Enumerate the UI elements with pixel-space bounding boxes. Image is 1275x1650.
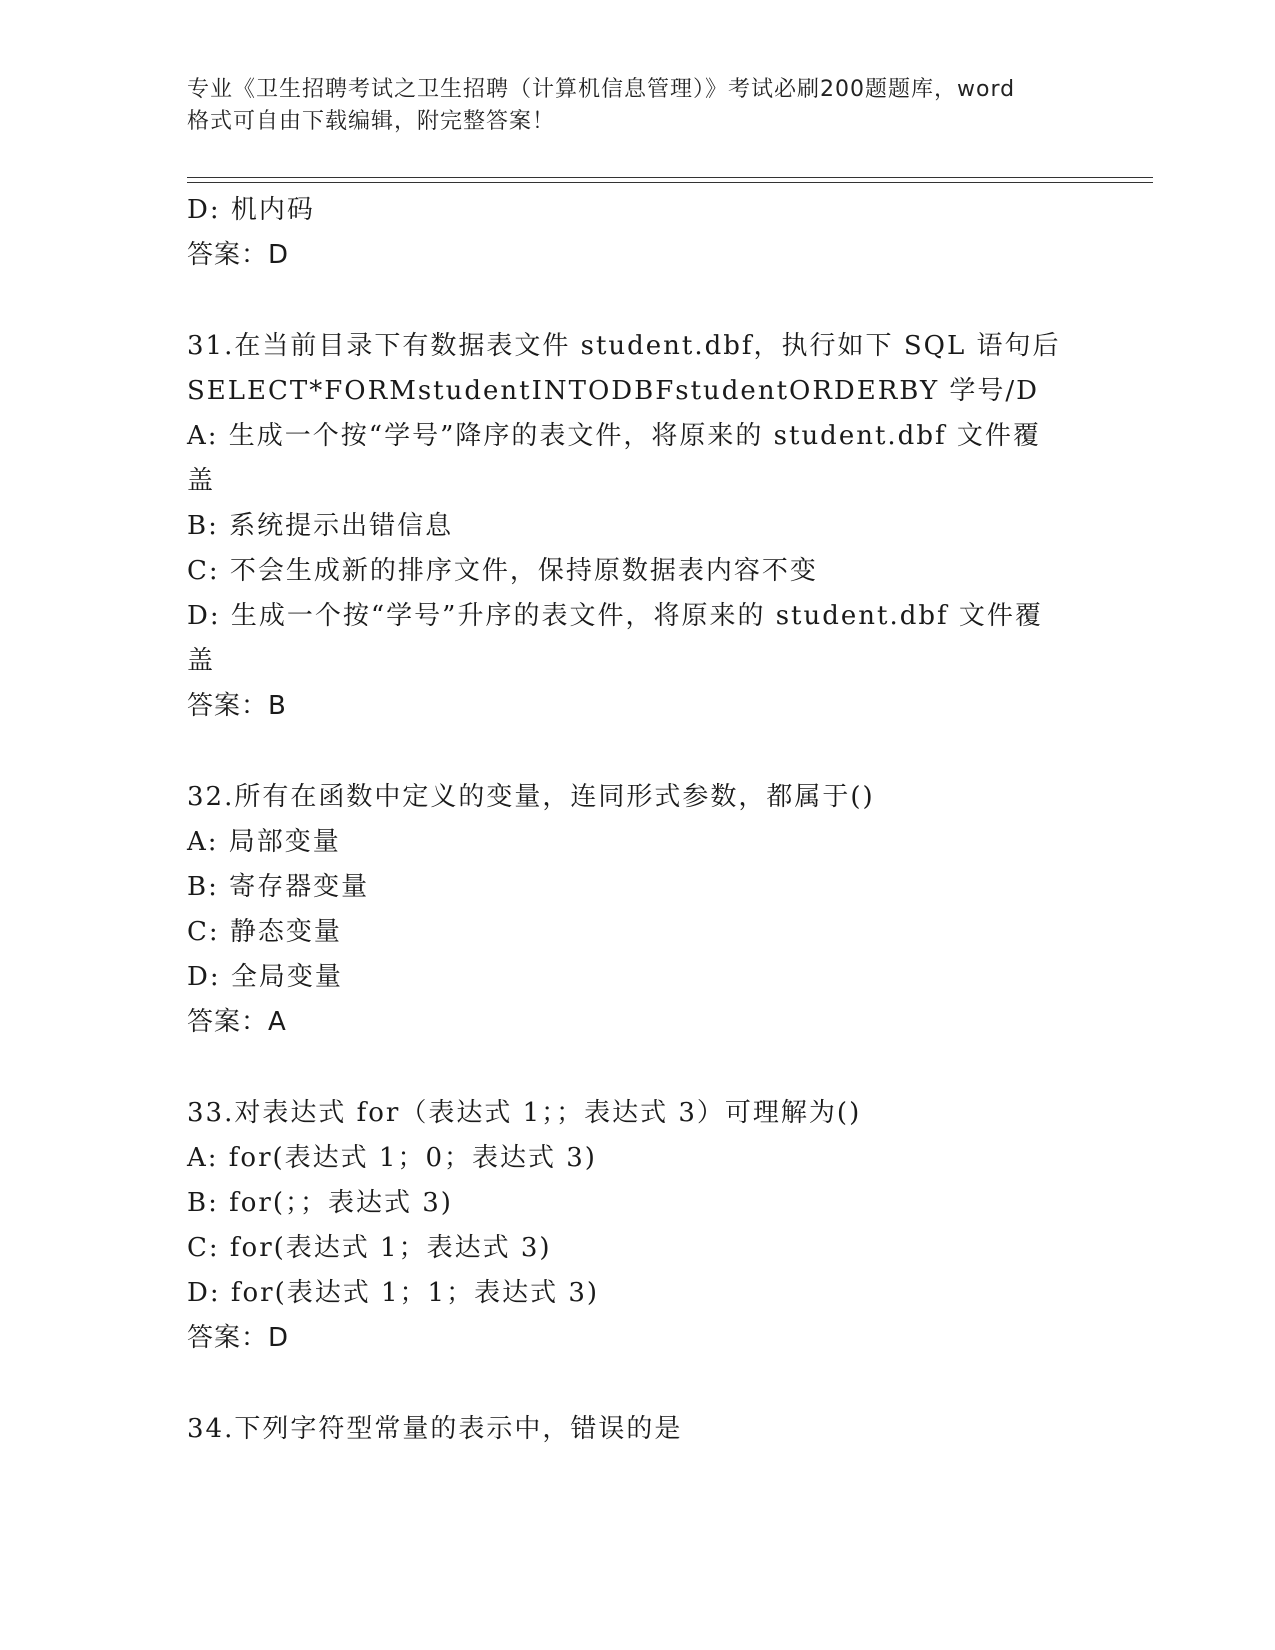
- text-line: 33.对表达式 for（表达式 1；；表达式 3）可理解为(): [187, 1098, 862, 1128]
- text-line: B: for(；；表达式 3): [187, 1188, 453, 1218]
- text-line: C: for(表达式 1；表达式 3): [187, 1233, 552, 1263]
- text-line: D: for(表达式 1；1；表达式 3): [187, 1278, 600, 1308]
- document-header: 专业《卫生招聘考试之卫生招聘（计算机信息管理）》考试必刷200题题库，word 格式可自由下载编辑，附完整答案！: [187, 77, 1016, 134]
- text-line: 31.在当前目录下有数据表文件 student.dbf，执行如下 SQL 语句后: [187, 331, 1061, 361]
- text-line: 盖: [187, 646, 216, 676]
- text-line: A: 局部变量: [187, 827, 341, 857]
- answer-line: 答案：B: [187, 691, 287, 721]
- question-spacer: [187, 729, 1087, 775]
- text-line: A: for(表达式 1；0；表达式 3): [187, 1143, 597, 1173]
- text-line: D: 机内码: [187, 195, 315, 225]
- answer-line: 答案：A: [187, 1007, 287, 1037]
- text-line: D: 全局变量: [187, 962, 343, 992]
- question-spacer: [187, 1045, 1087, 1091]
- text-line: B: 系统提示出错信息: [187, 511, 454, 541]
- answer-line: 答案：D: [187, 1323, 290, 1353]
- text-line: 34.下列字符型常量的表示中，错误的是: [187, 1414, 683, 1444]
- header-divider-thin: [187, 182, 1153, 183]
- text-line: B: 寄存器变量: [187, 872, 370, 902]
- text-line: A: 生成一个按“学号”降序的表文件，将原来的 student.dbf 文件覆: [187, 421, 1041, 451]
- text-line: C: 静态变量: [187, 917, 342, 947]
- text-line: C: 不会生成新的排序文件，保持原数据表内容不变: [187, 556, 818, 586]
- text-line: SELECT*FORMstudentINTODBFstudentORDERBY 学号/D: [187, 376, 1039, 406]
- answer-line: 答案：D: [187, 240, 290, 270]
- text-line: 32.所有在函数中定义的变量，连同形式参数，都属于(): [187, 782, 875, 812]
- text-line: 盖: [187, 466, 216, 496]
- question-content: [187, 188, 1087, 1452]
- question-spacer: [187, 278, 1087, 324]
- question-spacer: [187, 1361, 1087, 1407]
- header-divider-thick: [187, 177, 1153, 178]
- text-line: D: 生成一个按“学号”升序的表文件，将原来的 student.dbf 文件覆: [187, 601, 1043, 631]
